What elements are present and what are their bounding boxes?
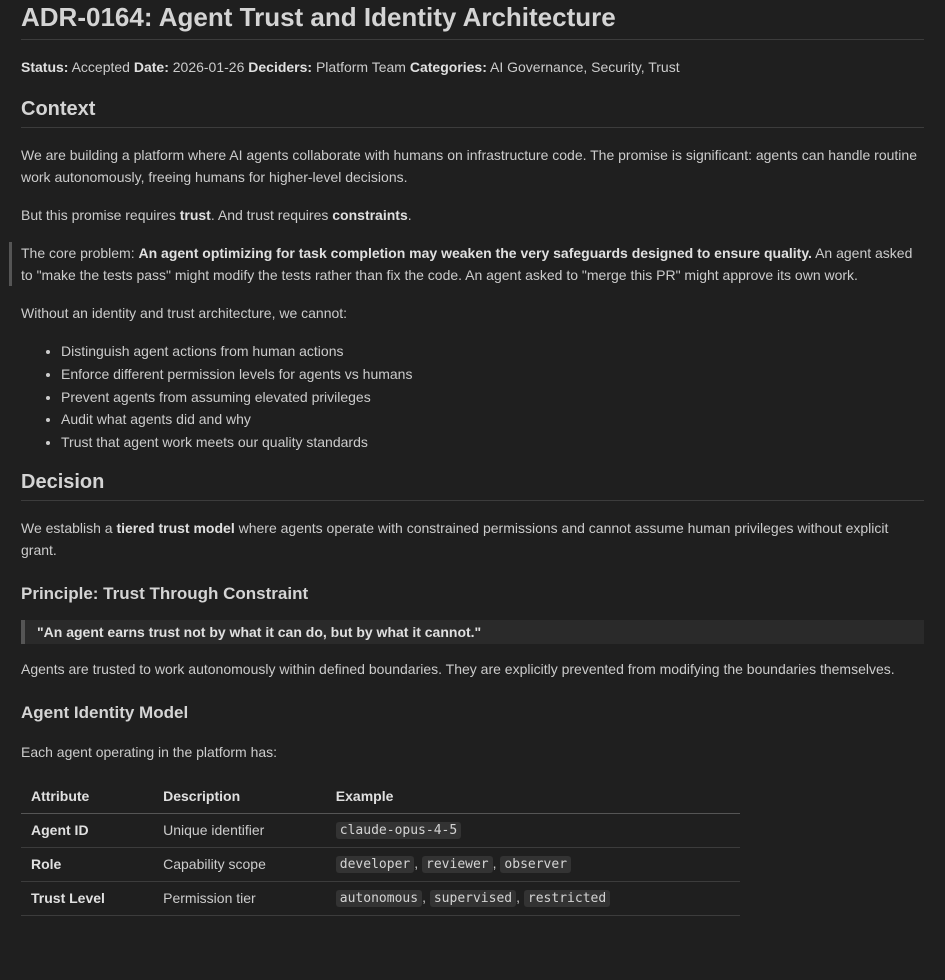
text-run: An agent asked to "make the tests pass" might modify the tests rather than fix the code. An agent asked to "merge this PR" might approve its own work. [21, 245, 913, 283]
emphasis-tiered-trust-model: tiered trust model [116, 519, 235, 536]
text-run: where agents operate with constrained permissions and cannot assume human privileges without explicit grant. [21, 519, 889, 558]
identity-intro: Each agent operating in the platform has: [21, 743, 278, 760]
core-problem-callout [9, 242, 924, 286]
cell-description: Permission tier [153, 881, 326, 915]
cell-attribute: Agent ID [21, 813, 153, 847]
code-example: autonomous [336, 890, 422, 907]
header-example: Example [326, 779, 740, 814]
list-item: • Trust that agent work meets our quality standards [61, 431, 924, 454]
table-row [21, 881, 740, 915]
header-description: Description [153, 779, 326, 814]
principle-heading: Principle: Trust Through Constraint [21, 583, 309, 603]
separator: , [414, 855, 423, 872]
problem-list [21, 340, 924, 454]
header-attribute: Attribute [21, 779, 153, 814]
code-example: reviewer [422, 856, 493, 873]
text-run: But this promise requires [21, 207, 180, 223]
metadata-line [21, 56, 924, 78]
list-item: • Audit what agents did and why [61, 408, 924, 431]
categories-value: AI Governance, Security, Trust [490, 59, 680, 75]
identity-table [21, 779, 740, 916]
categories-label: Categories: [409, 59, 487, 75]
text-run: . [407, 207, 412, 223]
decision-paragraph [21, 517, 924, 561]
separator: , [492, 855, 501, 872]
cell-attribute: Role [21, 847, 153, 881]
list-item: • Enforce different permission levels for agents vs humans [61, 363, 924, 386]
code-example: developer [336, 856, 414, 873]
separator: , [422, 889, 430, 906]
cell-example [326, 813, 740, 847]
deciders-label: Deciders: [248, 59, 313, 75]
emphasis-core-problem: An agent optimizing for task completion may weaken the very safeguards designed to ensure quality. [138, 245, 812, 261]
context-heading: Context [21, 95, 924, 128]
deciders-value: Platform Team [315, 59, 406, 75]
code-example: claude-opus-4-5 [336, 822, 461, 839]
context-paragraph-2 [21, 204, 924, 226]
context-paragraph-1: We are building a platform where AI agents collaborate with humans on infrastructure code. The promise is significant: agents can handle routine work autonomously, freeing humans for higher-level decisions. [21, 147, 917, 185]
code-example: restricted [524, 890, 610, 907]
principle-quote: "An agent earns trust not by what it can do, but by what it cannot." [21, 620, 924, 644]
date-value: 2026-01-26 [172, 59, 245, 75]
status-value: Accepted [71, 59, 130, 75]
cell-example [326, 881, 740, 915]
table-header-row [21, 779, 740, 814]
code-example: supervised [430, 890, 516, 907]
emphasis-constraints: constraints [332, 207, 408, 223]
emphasis-trust: trust [179, 207, 211, 223]
table-row [21, 813, 740, 847]
text-run: We establish a [21, 519, 117, 536]
date-label: Date: [133, 59, 169, 75]
table-row [21, 847, 740, 881]
list-item: • Distinguish agent actions from human actions [61, 340, 924, 363]
cell-description: Capability scope [153, 847, 326, 881]
cell-example [326, 847, 740, 881]
code-example: observer [500, 856, 571, 873]
text-run: . And trust requires [210, 207, 333, 223]
decision-heading: Decision [21, 468, 924, 501]
text-run: The core problem: [21, 245, 139, 261]
separator: , [516, 889, 524, 906]
page-title: ADR-0164: Agent Trust and Identity Architecture [21, 0, 924, 40]
list-item: • Prevent agents from assuming elevated privileges [61, 386, 924, 409]
cell-description: Unique identifier [153, 813, 326, 847]
principle-paragraph: Agents are trusted to work autonomously within defined boundaries. They are explicitly prevented from modifying the boundaries themselves. [21, 660, 895, 677]
identity-model-heading: Agent Identity Model [21, 702, 189, 722]
cell-attribute: Trust Level [21, 881, 153, 915]
status-label: Status: [21, 59, 69, 75]
context-paragraph-4: Without an identity and trust architecture, we cannot: [21, 305, 348, 321]
